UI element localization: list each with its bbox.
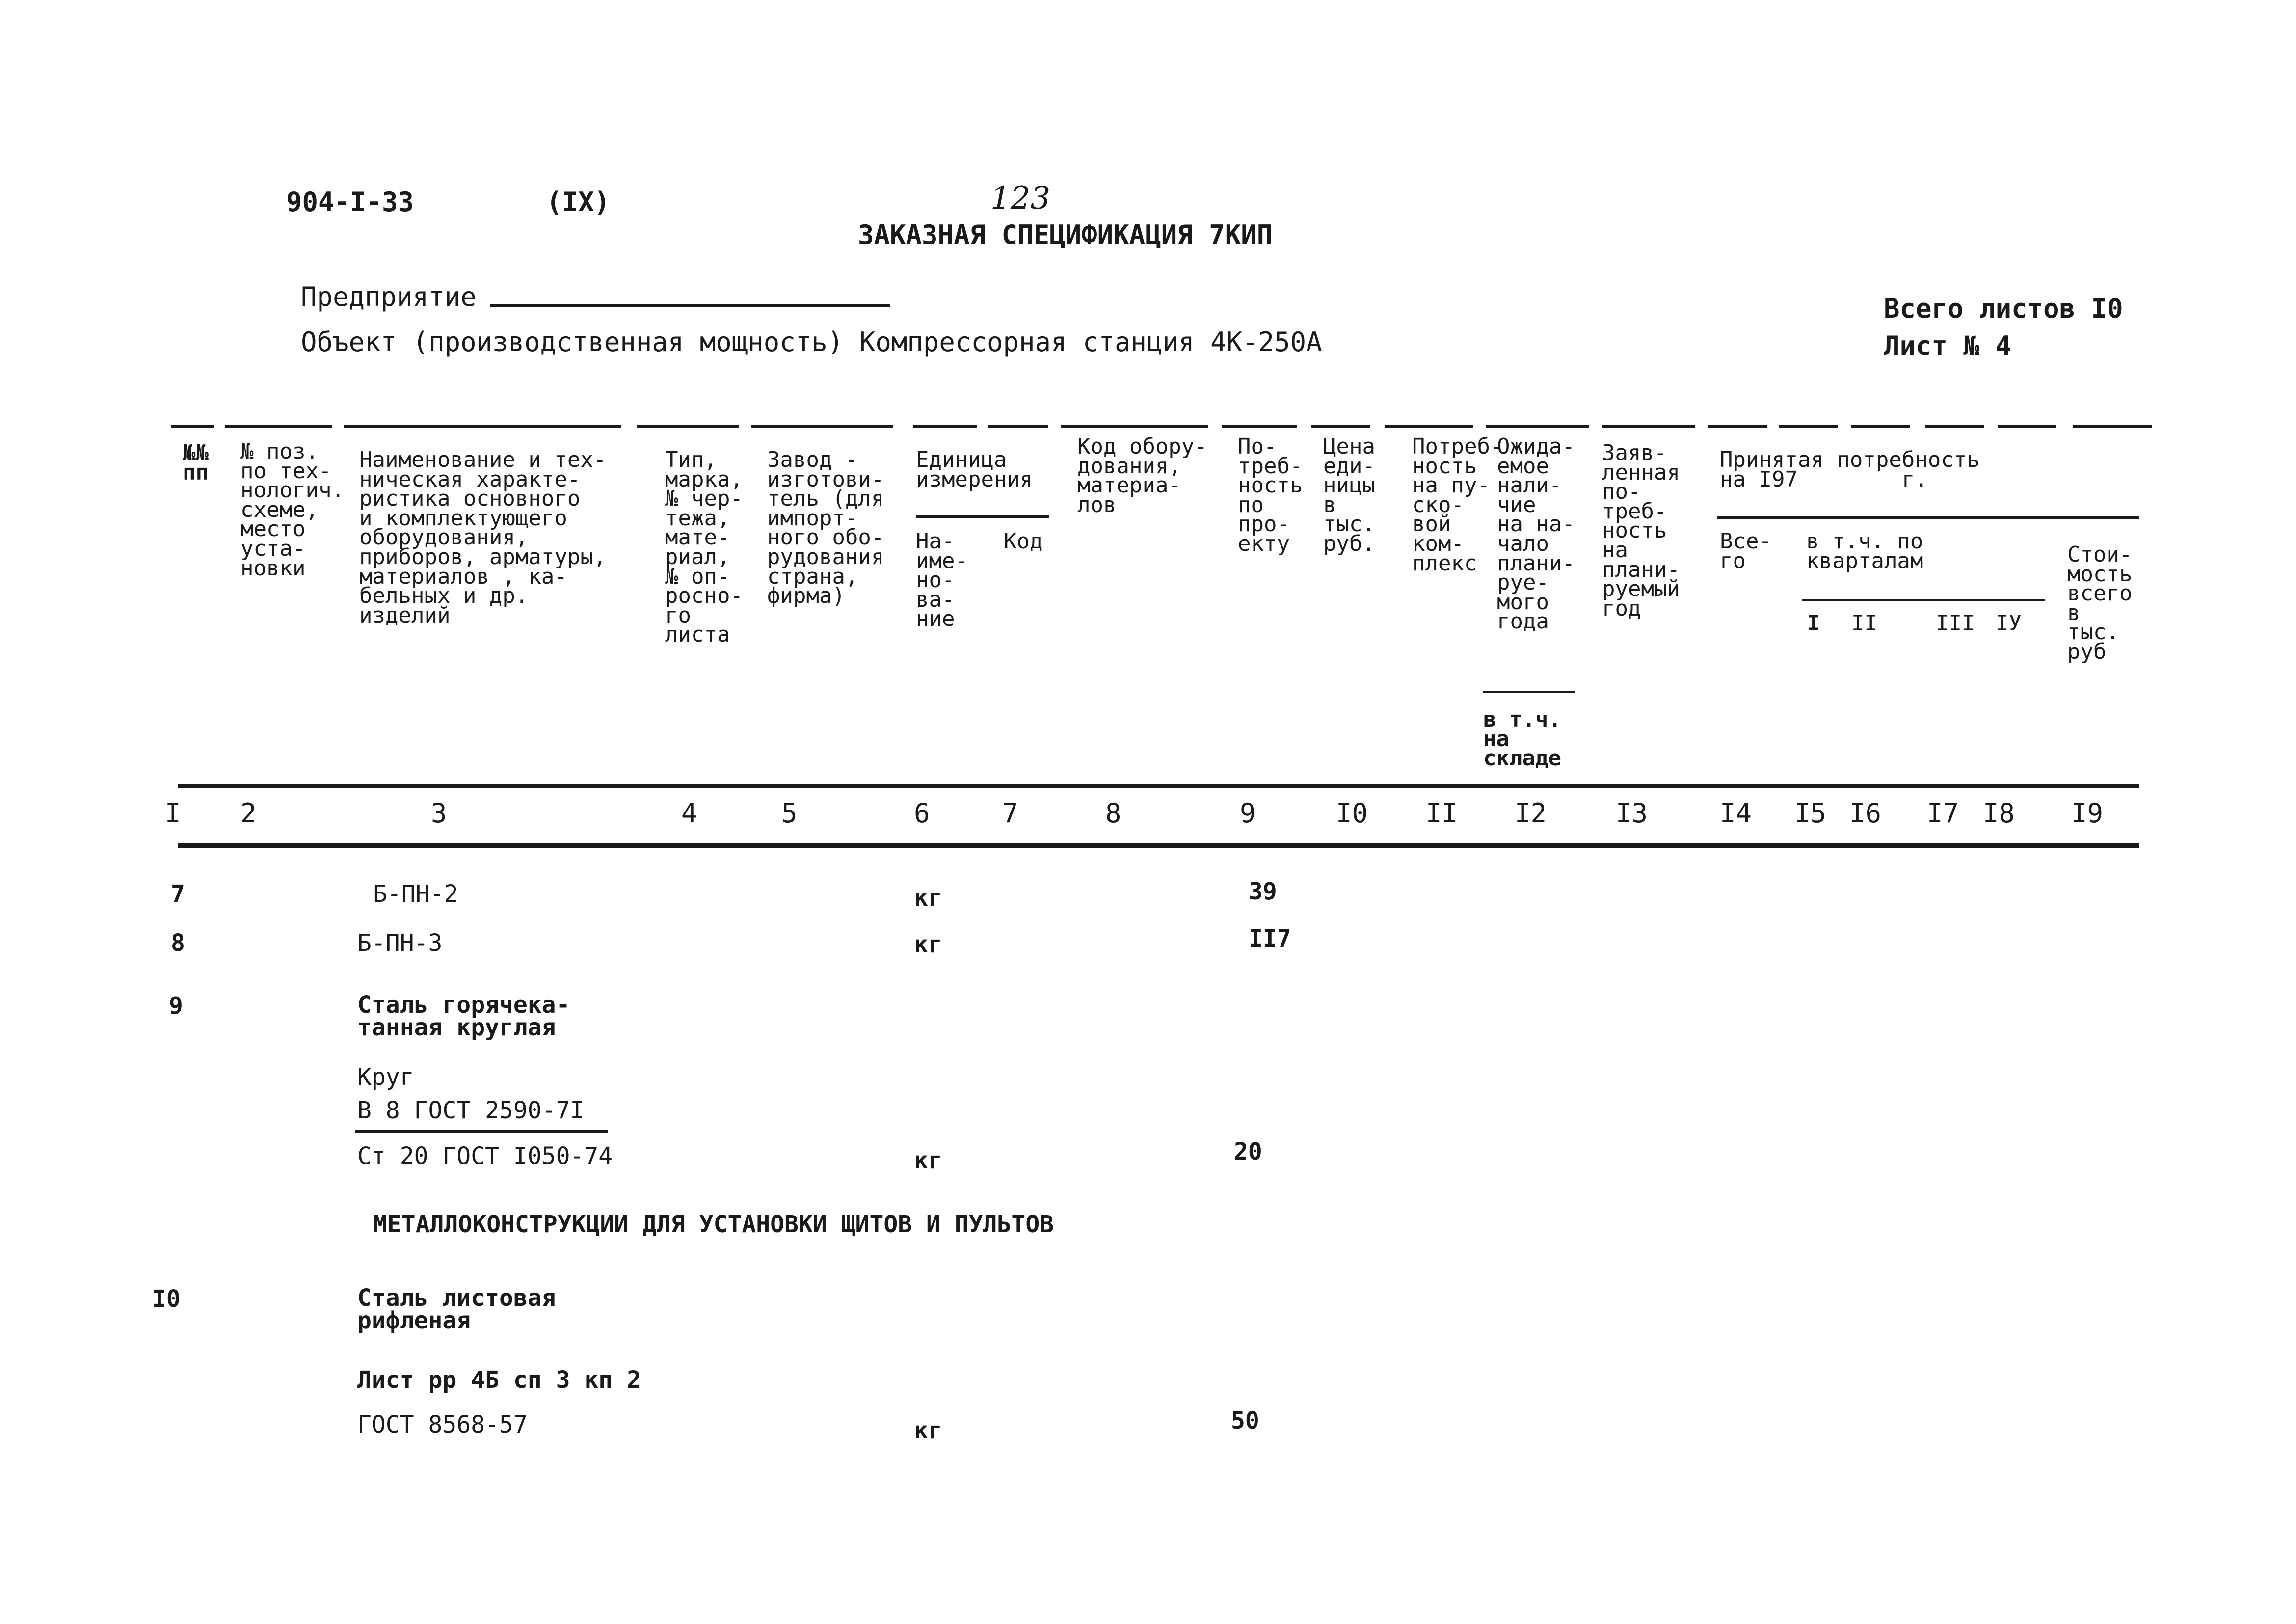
- col-header-4: Тип, марка, № чер- тежа, мате- риал, № оп- росно- го листа: [665, 447, 743, 648]
- col-header-accepted-group: Принятая потребность на I97 г.: [1720, 447, 1980, 492]
- item-name: Сталь листовая рифленая: [357, 1284, 556, 1334]
- col-header-q2: II: [1851, 611, 1877, 636]
- col-header-12b: в т.ч. на складе: [1483, 707, 1561, 771]
- col-num: 7: [1002, 798, 1018, 829]
- quantity: 39: [1249, 878, 1277, 905]
- item-sub-1: Круг: [357, 1063, 414, 1091]
- col-num: I: [165, 798, 181, 829]
- col-header-1: №№ пп: [183, 440, 209, 485]
- object-line: Объект (производственная мощность) Компрессорная станция 4К-250А: [301, 326, 1322, 357]
- col-header-2: № поз. по тех- нологич. схеме, место уста- новки: [240, 439, 345, 581]
- item-name: Б-ПН-2: [373, 880, 458, 908]
- col-num: I8: [1983, 798, 2015, 829]
- unit: кг: [914, 1417, 942, 1444]
- section-number: (IX): [546, 187, 611, 217]
- col-header-7: Код: [1004, 529, 1043, 554]
- item-name: Б-ПН-3: [357, 929, 443, 957]
- col-header-unit-group: Единица измерения: [916, 447, 1033, 492]
- row-number: 7: [171, 880, 185, 908]
- row-number: I0: [152, 1285, 181, 1313]
- col-header-q3: III: [1936, 611, 1975, 636]
- col-header-3: Наименование и тех- ническая характе- ристика основного и комплектующего оборудования, приборов, арматуры, материалов , ка- бельных и др. изделий: [359, 447, 607, 628]
- col12-divider: [1483, 691, 1575, 693]
- page-number: 123: [990, 180, 1051, 217]
- sheet-number: Лист № 4: [1884, 330, 2012, 361]
- col-header-14: Все- го: [1720, 529, 1772, 573]
- col-header-11: Потреб- ность на пу- ско- вой ком- плекс: [1412, 434, 1503, 576]
- col-num: I0: [1336, 798, 1368, 829]
- quarters-divider: [1802, 599, 2045, 601]
- enterprise-label: Предприятие: [301, 281, 477, 312]
- unit: кг: [914, 931, 942, 958]
- item-sub-divider: [355, 1130, 608, 1133]
- col-header-9: По- треб- ность по про- екту: [1238, 434, 1303, 556]
- row-number: 9: [169, 992, 183, 1020]
- col-num: I4: [1720, 798, 1752, 829]
- col-header-13: Заяв- ленная по- треб- ность на плани- руемый год: [1602, 440, 1680, 621]
- col-header-quarters: в т.ч. по кварталам: [1806, 529, 1923, 573]
- col-header-q4: IУ: [1996, 611, 2022, 636]
- doc-code: 904-I-33: [286, 187, 414, 217]
- col-header-12: Ожида- емое нали- чие на на- чало плани- руе- мого года: [1497, 434, 1575, 634]
- unit: кг: [914, 1147, 942, 1174]
- row-number: 8: [171, 929, 185, 957]
- quantity: 20: [1234, 1138, 1262, 1165]
- document-title: ЗАКАЗНАЯ СПЕЦИФИКАЦИЯ 7КИП: [858, 219, 1273, 250]
- item-sub-3: Ст 20 ГОСТ I050-74: [357, 1142, 613, 1170]
- col-num: I2: [1515, 798, 1547, 829]
- unit: кг: [914, 884, 942, 912]
- col-num: 3: [431, 798, 447, 829]
- item-name: Сталь горячека- танная круглая: [357, 991, 570, 1041]
- total-sheets: Всего листов I0: [1884, 293, 2123, 324]
- col-num: 6: [914, 798, 930, 829]
- quantity: 50: [1231, 1407, 1259, 1435]
- col-num: 5: [781, 798, 798, 829]
- col-header-q1: I: [1807, 611, 1820, 636]
- col-num: 8: [1105, 798, 1121, 829]
- col-num: 9: [1240, 798, 1256, 829]
- col-num: I7: [1927, 798, 1959, 829]
- col-header-8: Код обору- дования, материа- лов: [1077, 434, 1207, 517]
- enterprise-underline: [490, 304, 890, 307]
- col-num: I6: [1849, 798, 1882, 829]
- header-bottom-rule: [178, 784, 2139, 788]
- col-header-19: Стои- мость всего в тыс. руб: [2067, 542, 2133, 664]
- col-num: II: [1426, 798, 1458, 829]
- item-sub-1: Лист рр 4Б сп 3 кп 2: [357, 1366, 641, 1394]
- col-num: I9: [2071, 798, 2104, 829]
- unit-group-divider: [916, 515, 1049, 518]
- col-num: 2: [240, 798, 257, 829]
- accepted-group-divider: [1717, 516, 2139, 519]
- item-sub-2: ГОСТ 8568-57: [357, 1411, 528, 1438]
- col-num: 4: [681, 798, 697, 829]
- col-header-10: Цена еди- ницы в тыс. руб.: [1323, 434, 1375, 556]
- col-num: I3: [1616, 798, 1648, 829]
- col-header-5: Завод - изготови- тель (для импорт- ного обо- рудования страна, фирма): [767, 447, 884, 609]
- section-title: МЕТАЛЛОКОНСТРУКЦИИ ДЛЯ УСТАНОВКИ ЩИТОВ И ПУЛЬТОВ: [373, 1211, 1054, 1238]
- col-num: I5: [1794, 798, 1827, 829]
- numbers-bottom-rule: [178, 843, 2139, 848]
- item-sub-2: В 8 ГОСТ 2590-7I: [357, 1097, 585, 1124]
- col-header-6: На- име- но- ва- ние: [916, 529, 968, 632]
- quantity: II7: [1249, 925, 1291, 952]
